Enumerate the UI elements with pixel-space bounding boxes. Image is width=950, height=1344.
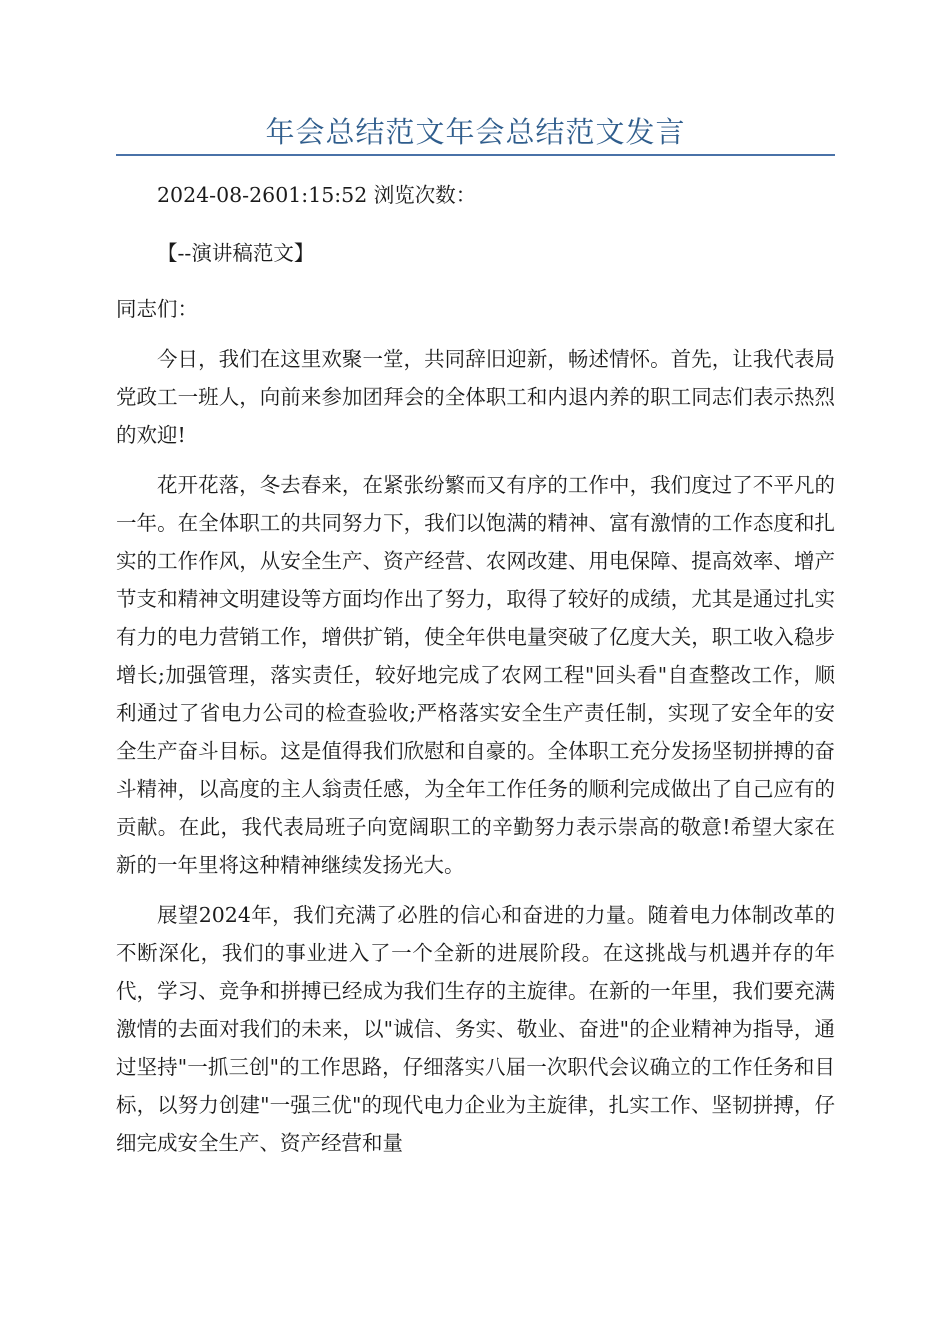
document-title: 年会总结范文年会总结范文发言 [265, 115, 686, 149]
title-underline [116, 154, 835, 156]
document-body [116, 176, 835, 1174]
paragraph-1: 今日，我们在这里欢聚一堂，共同辞旧迎新，畅述情怀。首先，让我代表局党政工一班人，向前来参加团拜会的全体职工和内退内养的职工同志们表示热烈的欢迎! [116, 347, 835, 447]
salutation: 同志们： [116, 297, 198, 321]
publish-meta: 2024-08-2601:15:52 浏览次数： [157, 183, 477, 207]
paragraph-3: 展望2024年，我们充满了必胜的信心和奋进的力量。随着电力体制改革的不断深化，我们的事业进入了一个全新的进展阶段。在这挑战与机遇并存的年代，学习、竞争和拼搏已经成为我们生存的主旋律。在新的一年里，我们要充满激情的去面对我们的未来，以"诚信、务实、敬业、奋进"的企业精神为指导，通过坚持"一抓三创"的工作思路，仔细落实八届一次职代会议确立的工作任务和目标，以努力创建"一强三优"的现代电力企业为主旋律，扎实工作、坚韧拼搏，仔细完成安全生产、资产经营和量 [116, 903, 835, 1155]
paragraph-2: 花开花落，冬去春来，在紧张纷繁而又有序的工作中，我们度过了不平凡的一年。在全体职工的共同努力下，我们以饱满的精神、富有激情的工作态度和扎实的工作作风，从安全生产、资产经营、农网改建、用电保障、提高效率、增产节支和精神文明建设等方面均作出了努力，取得了较好的成绩，尤其是通过扎实有力的电力营销工作，增供扩销，使全年供电量突破了亿度大关，职工收入稳步增长;加强管理，落实责任，较好地完成了农网工程"回头看"自查整改工作，顺利通过了省电力公司的检查验收;严格落实安全生产责任制，实现了安全年的安全生产奋斗目标。这是值得我们欣慰和自豪的。全体职工充分发扬坚韧拼搏的奋斗精神，以高度的主人翁责任感，为全年工作任务的顺利完成做出了自己应有的贡献。在此，我代表局班子向宽阔职工的辛勤努力表示崇高的敬意!希望大家在新的一年里将这种精神继续发扬光大。 [116, 473, 835, 877]
category-tag: 【--演讲稿范文】 [157, 241, 315, 265]
